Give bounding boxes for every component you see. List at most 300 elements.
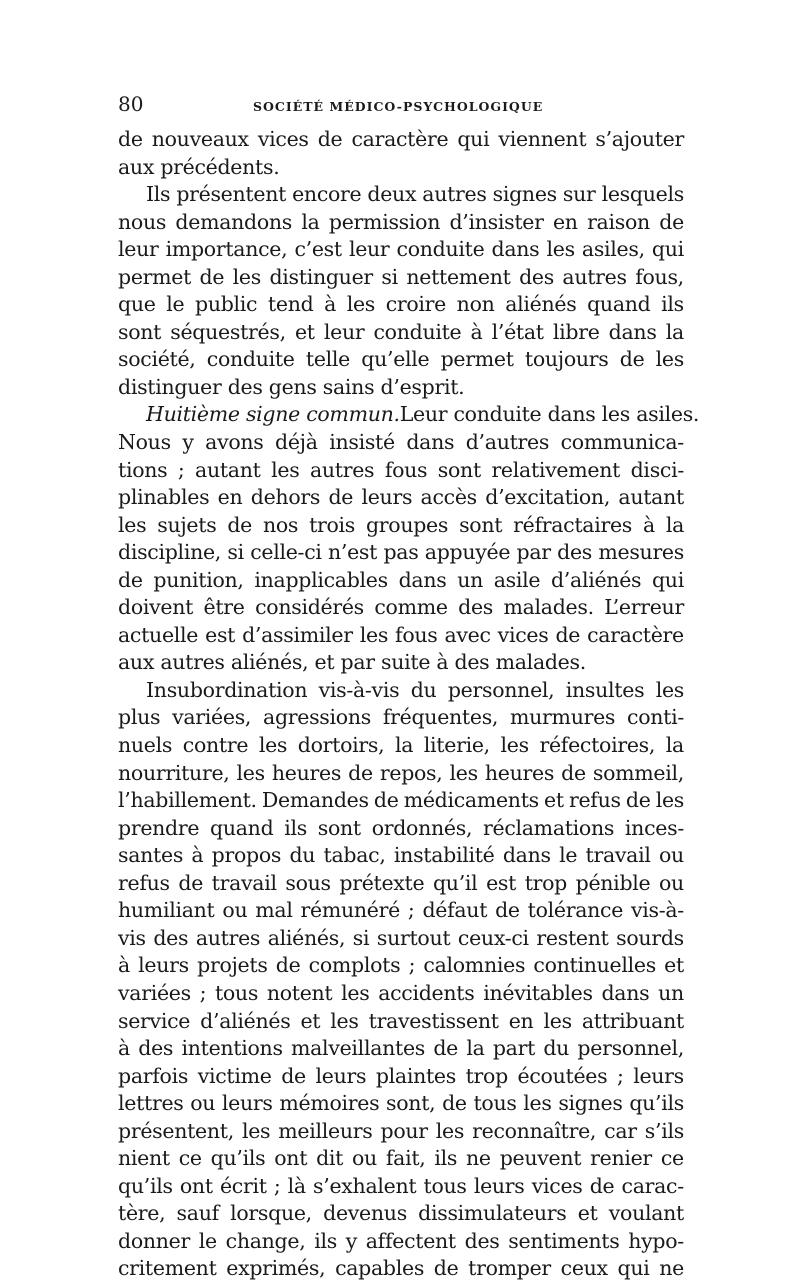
- word: réfractaires: [513, 512, 632, 537]
- running-head: [118, 92, 684, 122]
- word: présentent,: [118, 1118, 234, 1143]
- word: dissimulateurs: [418, 1201, 567, 1226]
- word: séquestrés,: [170, 319, 286, 344]
- text-line: [118, 952, 684, 980]
- word: un: [658, 980, 684, 1005]
- word: vis-à-vis: [318, 677, 400, 702]
- word: sur: [562, 182, 596, 207]
- word: encore: [292, 182, 362, 207]
- word: qu’ils: [118, 1173, 173, 1198]
- word: les: [359, 622, 389, 647]
- word: telle: [305, 347, 351, 372]
- word: permission: [328, 209, 441, 234]
- word: des: [227, 374, 263, 399]
- word: des: [454, 650, 490, 675]
- text-line: [118, 1090, 684, 1118]
- word: dans: [601, 980, 650, 1005]
- word: les: [435, 1118, 465, 1143]
- word: de: [433, 1036, 458, 1061]
- word: médicaments: [403, 788, 539, 813]
- word: pour: [380, 1118, 428, 1143]
- word: d’aliénés: [550, 567, 642, 592]
- word: affectent: [365, 1228, 456, 1253]
- word: d’autres: [465, 430, 550, 455]
- word: leurs: [361, 485, 413, 510]
- word: à: [470, 319, 483, 344]
- word: doivent: [118, 595, 194, 620]
- word: sauf: [176, 1201, 219, 1226]
- word: et: [544, 788, 564, 813]
- word: agressions: [263, 705, 371, 730]
- word: deux: [367, 182, 417, 207]
- word: actuelle: [118, 622, 199, 647]
- word: mal: [255, 898, 293, 923]
- word: est: [486, 870, 517, 895]
- word: à: [191, 843, 204, 868]
- word: insultes: [565, 677, 645, 702]
- word: les: [655, 788, 684, 813]
- word: sont: [118, 319, 162, 344]
- word: par: [340, 650, 375, 675]
- word: travestissent: [368, 1008, 499, 1033]
- text-line: [118, 319, 684, 347]
- word: sujets: [157, 512, 217, 537]
- word: demandons: [175, 209, 293, 234]
- word: leurs: [315, 1063, 367, 1088]
- word: prendre: [118, 815, 200, 840]
- word: fous: [395, 622, 438, 647]
- word: dans: [502, 843, 551, 868]
- word: santes: [118, 843, 184, 868]
- word: et: [664, 953, 684, 978]
- word: vis-à-: [630, 898, 684, 923]
- word: ou: [190, 1091, 216, 1116]
- word: ont: [274, 1146, 308, 1171]
- word: dans: [608, 319, 657, 344]
- word: la: [394, 733, 414, 758]
- word: ;: [616, 1063, 624, 1088]
- word: lettres: [118, 1091, 184, 1116]
- word: communica-: [560, 430, 684, 455]
- section-heading: Huitième signe commun.: [146, 402, 400, 427]
- word: croire: [385, 292, 446, 317]
- word: celle-ci: [250, 540, 322, 565]
- word: les: [330, 1008, 359, 1033]
- word: conti-: [627, 705, 684, 730]
- word: inévitables: [483, 980, 593, 1005]
- word: continuelles: [533, 953, 656, 978]
- text-line: [118, 760, 684, 788]
- body-text: [118, 126, 700, 1283]
- word: inapplicables: [254, 567, 388, 592]
- word: être: [203, 595, 245, 620]
- word: surtout: [376, 925, 451, 950]
- word: ce: [660, 1146, 684, 1171]
- text-line: [118, 209, 684, 237]
- text-line: [118, 539, 684, 567]
- word: dit: [316, 1146, 344, 1171]
- word: de: [178, 870, 204, 895]
- word: plus: [118, 705, 161, 730]
- word: réfectoires,: [539, 733, 656, 758]
- word: en: [508, 1008, 534, 1033]
- word: de: [555, 622, 581, 647]
- word: réclamations: [482, 815, 615, 840]
- word: dans: [491, 237, 540, 262]
- word: à: [118, 953, 130, 978]
- word: du: [410, 677, 437, 702]
- word: qui: [617, 1256, 650, 1281]
- word: les: [500, 733, 529, 758]
- word: de: [659, 209, 684, 234]
- word: précédents.: [160, 154, 280, 179]
- word: la: [665, 512, 684, 537]
- word: la: [665, 733, 684, 758]
- word: autres: [422, 182, 487, 207]
- word: sont,: [386, 1091, 436, 1116]
- word: écrit: [219, 1173, 267, 1198]
- word: Insubordination: [146, 677, 308, 702]
- word: vices: [531, 1173, 583, 1198]
- book-page: [118, 92, 700, 1283]
- word: capables: [335, 1256, 425, 1281]
- text-line: [118, 512, 684, 540]
- word: si: [381, 264, 398, 289]
- word: instabilité: [393, 843, 495, 868]
- word: sentiments: [508, 1228, 620, 1253]
- word: ont: [179, 1173, 213, 1198]
- word: et: [294, 319, 315, 344]
- word: nuels: [118, 733, 173, 758]
- word: prétexte: [339, 870, 425, 895]
- word: viennent: [498, 127, 587, 151]
- word: leur: [323, 319, 365, 344]
- text-line: [118, 126, 684, 154]
- word: des: [138, 1036, 174, 1061]
- word: les: [655, 347, 684, 372]
- word: avons: [205, 430, 264, 455]
- word: les: [232, 264, 261, 289]
- word: personnel,: [447, 677, 555, 702]
- word: plinables: [118, 485, 210, 510]
- word: les: [523, 1091, 552, 1116]
- word: accidents: [378, 980, 475, 1005]
- word: si: [227, 540, 244, 565]
- word: car: [604, 1118, 637, 1143]
- word: public: [195, 292, 258, 317]
- text-line: [118, 1008, 684, 1036]
- word: de: [118, 127, 143, 151]
- word: présentent: [176, 182, 287, 207]
- word: d’assimiler: [242, 622, 353, 647]
- word: de: [442, 1091, 467, 1116]
- word: considérés: [255, 595, 364, 620]
- word: autres: [195, 925, 261, 950]
- text-line: [118, 704, 684, 732]
- word: trop: [524, 870, 567, 895]
- word: permet: [440, 347, 514, 372]
- word: projets: [197, 953, 268, 978]
- text-line: [118, 1228, 684, 1256]
- word: nouveaux: [151, 127, 249, 151]
- text-line: [118, 1145, 684, 1173]
- text-line: [118, 154, 684, 182]
- word: tous: [473, 1091, 517, 1116]
- word: raison: [587, 209, 650, 234]
- word: sains: [322, 374, 375, 399]
- word: d’insister: [449, 209, 544, 234]
- word: si: [352, 925, 370, 950]
- word: propos: [211, 843, 282, 868]
- word: qu’ils: [629, 1091, 684, 1116]
- word: les: [341, 980, 370, 1005]
- word: ou: [352, 1146, 377, 1171]
- word: ne: [659, 1256, 684, 1281]
- text-line: [118, 980, 684, 1008]
- word: écoutées: [517, 1063, 608, 1088]
- word: de: [199, 264, 225, 289]
- word: fréquentes,: [382, 705, 499, 730]
- word: du: [289, 843, 316, 868]
- word: l’état: [491, 319, 544, 344]
- word: reconnaître,: [472, 1118, 597, 1143]
- text-line: [118, 732, 684, 760]
- word: ils: [434, 1146, 458, 1171]
- word: sous: [285, 870, 331, 895]
- word: lesquels: [601, 182, 684, 207]
- word: devenus: [323, 1201, 407, 1226]
- word: nient: [118, 1146, 170, 1171]
- word: des: [519, 264, 554, 289]
- word: permet: [118, 264, 192, 289]
- word: à: [642, 512, 655, 537]
- word: malveillantes: [291, 1036, 426, 1061]
- word: qui: [457, 127, 490, 151]
- word: conduite: [373, 319, 462, 344]
- word: ou: [658, 843, 684, 868]
- text-line: [118, 374, 684, 402]
- word: en: [552, 209, 578, 234]
- word: autant: [618, 485, 684, 510]
- text-line: [118, 870, 684, 898]
- text-line: [118, 484, 684, 512]
- word: défaut: [422, 898, 488, 923]
- word: variées: [118, 980, 191, 1005]
- word: de: [619, 347, 645, 372]
- word: sont: [459, 512, 503, 537]
- text-line: [118, 291, 684, 319]
- word: suite: [381, 650, 431, 675]
- word: heures: [484, 760, 555, 785]
- word: leurs: [473, 1173, 525, 1198]
- word: humiliant: [118, 898, 215, 923]
- word: exprimés,: [226, 1256, 326, 1281]
- word: leurs: [633, 1063, 684, 1088]
- word: s’exhalent: [313, 1173, 417, 1198]
- word: de: [275, 953, 301, 978]
- word: ceux-ci: [457, 925, 529, 950]
- word: le: [166, 292, 185, 317]
- word: refus: [118, 870, 170, 895]
- word: dehors: [250, 485, 321, 510]
- word: mesures: [598, 540, 684, 565]
- word: gens: [268, 374, 317, 399]
- word: des: [458, 595, 494, 620]
- word: rémunéré: [300, 898, 400, 923]
- word: la: [466, 1036, 485, 1061]
- word: vis: [118, 925, 146, 950]
- word: meilleurs: [278, 1118, 373, 1143]
- word: plaintes: [375, 1063, 456, 1088]
- word: c’est: [294, 237, 342, 262]
- word: que: [118, 292, 156, 317]
- word: nourriture,: [118, 760, 230, 785]
- word: société,: [118, 347, 196, 372]
- word: ;: [199, 980, 207, 1005]
- word: notent: [266, 980, 333, 1005]
- word: calomnies: [423, 953, 526, 978]
- word: fous: [384, 457, 428, 482]
- word: de: [625, 788, 651, 813]
- word: s’ajouter: [595, 127, 684, 151]
- word: aliénés: [505, 292, 577, 317]
- text-line: [118, 457, 684, 485]
- word: ou: [658, 870, 684, 895]
- word: des: [557, 540, 592, 565]
- text-line: [118, 1173, 684, 1201]
- text-line: [118, 815, 684, 843]
- word: importance,: [165, 237, 288, 262]
- word: parfois: [118, 1063, 189, 1088]
- word: L’erreur: [604, 595, 684, 620]
- word: tromper: [468, 1256, 551, 1281]
- word: et: [314, 650, 335, 675]
- paragraph-start-line: [118, 181, 684, 209]
- word: peuvent: [499, 1146, 582, 1171]
- word: autres: [562, 264, 627, 289]
- word: et: [300, 1008, 321, 1033]
- word: pénible: [575, 870, 651, 895]
- word: l’habillement.: [118, 788, 257, 813]
- word: sont: [437, 457, 481, 482]
- word: le: [559, 843, 578, 868]
- word: aux: [118, 154, 155, 179]
- word: à: [436, 650, 449, 675]
- word: en: [217, 485, 243, 510]
- word: quand: [210, 815, 274, 840]
- text-line: [118, 787, 684, 815]
- word: leur: [348, 237, 390, 262]
- word: ils: [284, 815, 307, 840]
- word: travail: [585, 843, 651, 868]
- word: signes: [558, 1091, 623, 1116]
- word: de: [433, 1256, 459, 1281]
- word: d’aliénés: [200, 1008, 291, 1033]
- word: service: [118, 1008, 191, 1033]
- paragraph-start-line: [118, 677, 684, 705]
- word: intentions: [181, 1036, 283, 1061]
- word: Demandes: [261, 788, 369, 813]
- word: la: [665, 319, 684, 344]
- word: dans: [398, 567, 447, 592]
- word: tous: [214, 980, 259, 1005]
- word: ils: [314, 1228, 337, 1253]
- word: Nous: [118, 430, 171, 455]
- word: des: [464, 1228, 500, 1253]
- word: hypo-: [628, 1228, 684, 1253]
- word: aliénés,: [267, 925, 346, 950]
- word: autant: [195, 457, 261, 482]
- word: conduite: [206, 347, 295, 372]
- word: critement: [118, 1256, 217, 1281]
- word: de: [118, 567, 143, 592]
- text-line: [118, 567, 684, 595]
- word: à: [118, 1036, 130, 1061]
- word: s’ils: [644, 1118, 684, 1143]
- word: tère,: [118, 1201, 166, 1226]
- word: qu’elle: [361, 347, 430, 372]
- word: trois: [309, 512, 356, 537]
- word: leurs: [221, 1091, 273, 1116]
- word: autres: [309, 457, 375, 482]
- word: relativement: [491, 457, 621, 482]
- word: les: [236, 760, 265, 785]
- word: y: [182, 430, 194, 455]
- word: les: [258, 733, 288, 758]
- word: sommeil,: [592, 760, 684, 785]
- word: ;: [408, 953, 416, 978]
- word: les: [271, 457, 300, 482]
- word: toujours: [524, 347, 609, 372]
- word: à: [324, 292, 337, 317]
- text-line: [118, 1255, 684, 1283]
- word: y: [345, 1228, 357, 1253]
- word: ce: [178, 1146, 202, 1171]
- word: le: [198, 1228, 217, 1253]
- word: restent: [536, 925, 609, 950]
- word: variées,: [172, 705, 252, 730]
- word: est: [205, 622, 236, 647]
- word: tous: [423, 1173, 467, 1198]
- page-number: 80: [118, 92, 144, 116]
- word: les: [546, 237, 575, 262]
- word: les: [449, 760, 478, 785]
- word: insisté: [329, 430, 395, 455]
- word: discipline,: [118, 540, 222, 565]
- word: de: [373, 788, 399, 813]
- word: lorsque,: [230, 1201, 312, 1226]
- word: non: [456, 292, 495, 317]
- word: fait,: [385, 1146, 426, 1171]
- word: ordonnés,: [371, 815, 473, 840]
- word: les: [241, 1118, 271, 1143]
- word: part: [492, 1036, 536, 1061]
- word: qui: [651, 237, 684, 262]
- word: complots: [308, 953, 401, 978]
- word: de: [281, 1063, 306, 1088]
- word: d’esprit.: [380, 374, 465, 399]
- word: tend: [267, 292, 314, 317]
- word: donner: [118, 1228, 191, 1253]
- text-line: [118, 649, 684, 677]
- text-line: [118, 1035, 684, 1063]
- word: par: [516, 540, 551, 565]
- word: n’est: [327, 540, 378, 565]
- word: dans: [406, 430, 455, 455]
- running-title: SOCIÉTÉ MÉDICO-PSYCHOLOGIQUE: [253, 99, 544, 114]
- word: de: [495, 898, 520, 923]
- word: des: [153, 925, 189, 950]
